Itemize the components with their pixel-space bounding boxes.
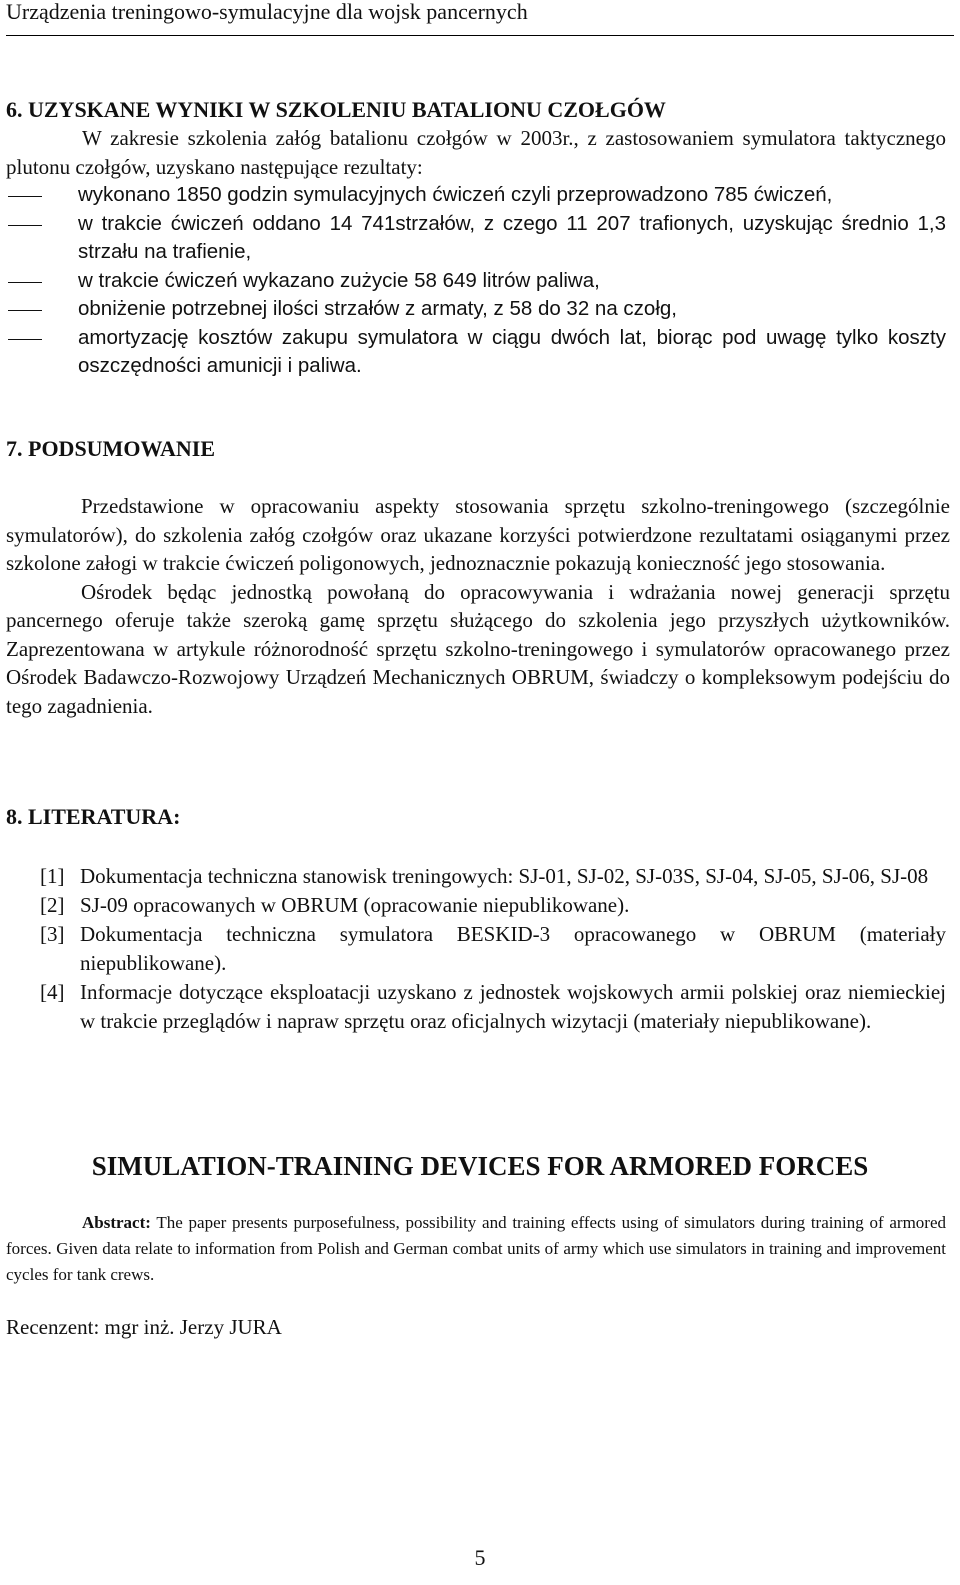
reference-item: [3] Dokumentacja techniczna symulatora BESKID-3 opracowanego w OBRUM (materiały niepublikowane). [40, 922, 946, 975]
reviewer-line: Recenzent: mgr inż. Jerzy JURA [6, 1315, 282, 1339]
list-item: w trakcie ćwiczeń wykazano zużycie 58 649 litrów paliwa, [6, 267, 946, 296]
dash-bullet [8, 196, 42, 197]
reference-list [40, 862, 946, 1036]
reference-item: [4] Informacje dotyczące eksploatacji uzyskano z jednostek wojskowych armii polskiej oraz niemieckiej w trakcie przeglądów i napraw sprzętu oraz oficjalnych wizytacji (materiały niepublikowane). [40, 980, 946, 1033]
section-7-heading: 7. PODSUMOWANIE [6, 436, 216, 461]
dash-bullet [8, 282, 42, 283]
dash-bullet [8, 225, 42, 226]
abstract-label: Abstract: [82, 1213, 151, 1232]
list-item: obniżenie potrzebnej ilości strzałów z armaty, z 58 do 32 na czołg, [6, 295, 946, 324]
results-list [6, 124, 946, 381]
section-8-heading: 8. LITERATURA: [6, 804, 181, 829]
list-item: w trakcie ćwiczeń oddano 14 741strzałów, z czego 11 207 trafionych, uzyskując średnio 1,3 strzału na trafienie, [6, 210, 946, 267]
running-header [6, 0, 954, 36]
summary-paragraph: Przedstawione w opracowaniu aspekty stosowania sprzętu szkolno-treningowego (szczególnie symulatorów), do szkolenia załóg czołgów oraz ukazane korzyści potwierdzone rezultatami osiąganymi przez szkolone załogi w trakcie ćwiczeń poligonowych, jednoznacznie pokazują konieczność jego stosowania. [6, 494, 950, 575]
reference-item: [1] Dokumentacja techniczna stanowisk treningowych: SJ-01, SJ-02, SJ-03S, SJ-04, SJ-05, SJ-06, SJ-08 [40, 864, 929, 888]
summary-paragraph: Ośrodek będąc jednostką powołaną do opracowywania i wdrażania nowej generacji sprzętu pancernego oferuje także szeroką gamę sprzętu służącego do szkolenia jego przyszłych użytkowników. Zaprezentowana w artykule różnorodność sprzętu szkolno-treningowego i symulatorów opracowanego przez Ośrodek Badawczo-Rozwojowy Urządzeń Mechanicznych OBRUM, świadczy o kompleksowym podejściu do tego zagadnienia. [6, 579, 950, 718]
section-6-heading: 6. UZYSKANE WYNIKI W SZKOLENIU BATALIONU CZOŁGÓW [6, 97, 666, 122]
page-number: 5 [474, 1545, 486, 1570]
dash-bullet [8, 310, 42, 311]
results-intro: W zakresie szkolenia załóg batalionu czołgów w 2003r., z zastosowaniem symulatora taktycznego plutonu czołgów, uzyskano następujące rezultaty: [6, 126, 946, 179]
list-item: wykonano 1850 godzin symulacyjnych ćwiczeń czyli przeprowadzono 785 ćwiczeń, [6, 181, 946, 210]
dash-bullet [8, 339, 42, 340]
list-item: amortyzację kosztów zakupu symulatora w ciągu dwóch lat, biorąc pod uwagę tylko koszty oszczędności amunicji i paliwa. [6, 324, 946, 381]
abstract-text: The paper presents purposefulness, possibility and training effects using of simulators during training of armored forces. Given data relate to information from Polish and German combat units of army which use simulators in training and improvement cycles for tank crews. [6, 1213, 946, 1284]
reference-item: [2] SJ-09 opracowanych w OBRUM (opracowanie niepublikowane). [40, 893, 630, 917]
running-title: Urządzenia treningowo-symulacyjne dla wojsk pancernych [6, 0, 528, 24]
abstract [6, 1210, 946, 1288]
english-title: SIMULATION-TRAINING DEVICES FOR ARMORED FORCES [91, 1151, 869, 1181]
summary-body [6, 492, 950, 720]
